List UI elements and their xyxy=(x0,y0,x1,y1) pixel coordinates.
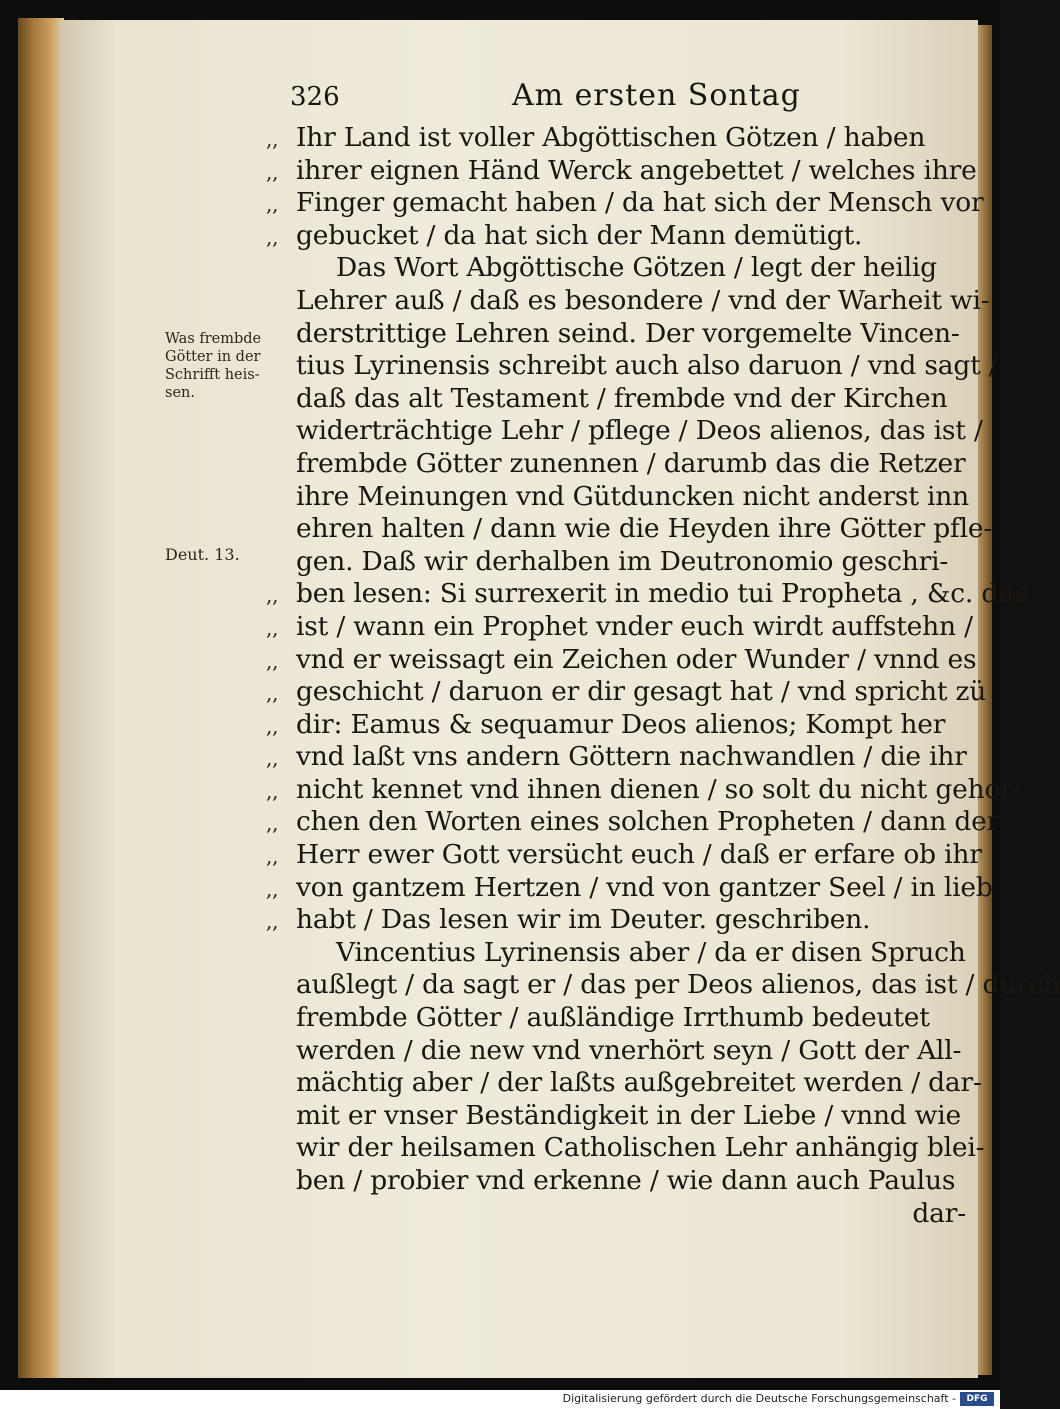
text-line-content: von gantzem Hertzen / vnd von gantzer Seel / in lieb xyxy=(296,871,993,903)
text-line xyxy=(266,448,976,481)
quotation-mark: ,, xyxy=(266,159,279,184)
marginal-reference: Deut. 13. xyxy=(165,545,240,564)
text-line-content: mit er vnser Beständigkeit in der Liebe / vnnd wie xyxy=(296,1099,962,1131)
book-spine-edge xyxy=(18,18,64,1378)
page-header xyxy=(290,78,970,118)
text-line xyxy=(266,676,987,709)
text-line xyxy=(266,1198,976,1231)
text-line-content: ist / wann ein Prophet vnder euch wirdt auffstehn / xyxy=(296,610,973,642)
text-line-content: Das Wort Abgöttische Götzen / legt der heilig xyxy=(336,252,937,284)
quotation-mark: ,, xyxy=(266,876,279,901)
text-line xyxy=(266,644,976,677)
text-line xyxy=(266,122,976,155)
quotation-mark: ,, xyxy=(266,778,279,803)
text-line xyxy=(266,709,976,742)
running-title: Am ersten Sontag xyxy=(512,78,801,113)
quotation-mark: ,, xyxy=(266,713,279,738)
quotation-mark: ,, xyxy=(266,583,279,608)
text-line-content: gen. Daß wir derhalben im Deutronomio geschri- xyxy=(296,545,949,577)
text-line-content: frembde Götter / außländige Irrthumb bedeutet xyxy=(296,1002,930,1034)
marginal-note: Was frembde Götter in der Schrifft heis-sen. xyxy=(165,331,262,401)
text-line xyxy=(266,155,976,188)
text-line-content: tius Lyrinensis schreibt auch also daruon / vnd sagt / xyxy=(296,350,998,382)
quotation-mark: ,, xyxy=(266,615,279,640)
text-line-content: daß das alt Testament / frembde vnd der Kirchen xyxy=(296,382,948,414)
text-line-content: nicht kennet vnd ihnen dienen / so solt du nicht gehor- xyxy=(296,773,1022,805)
digitization-credit: Digitalisierung gefördert durch die Deutsche Forschungsgemeinschaft - xyxy=(562,1392,956,1405)
text-line-content: geschicht / daruon er dir gesagt hat / vnd spricht zü xyxy=(296,676,987,708)
text-line xyxy=(266,839,982,872)
text-line xyxy=(266,220,976,253)
text-line-content: ihre Meinungen vnd Gütduncken nicht anderst inn xyxy=(296,480,970,512)
text-line xyxy=(266,415,983,448)
text-line xyxy=(266,937,976,970)
text-line xyxy=(266,1165,976,1198)
text-line-content: dar- xyxy=(912,1197,966,1229)
dfg-logo: DFG xyxy=(960,1392,994,1406)
quotation-mark: ,, xyxy=(266,648,279,673)
text-line xyxy=(266,513,993,546)
text-line xyxy=(266,1132,985,1165)
text-line xyxy=(266,611,976,644)
text-line xyxy=(266,546,976,579)
quotation-mark: ,, xyxy=(266,844,279,869)
text-line-content: gebucket / da hat sich der Mann demütigt. xyxy=(296,219,863,251)
text-line xyxy=(266,969,1060,1002)
text-line-content: chen den Worten eines solchen Propheten / dann der xyxy=(296,806,1000,838)
text-line-content: mächtig aber / der laßts außgebreitet werden / dar- xyxy=(296,1067,982,1099)
text-line xyxy=(266,904,976,937)
text-line-content: Herr ewer Gott versücht euch / daß er erfare ob ihr xyxy=(296,839,982,871)
text-line xyxy=(266,1067,982,1100)
text-line-content: ehren halten / dann wie die Heyden ihre Götter pfle- xyxy=(296,513,993,545)
text-line xyxy=(266,481,976,514)
quotation-mark: ,, xyxy=(266,127,279,151)
quotation-mark: ,, xyxy=(266,192,279,217)
quotation-mark: ,, xyxy=(266,746,279,771)
text-line xyxy=(266,578,1028,611)
text-line-content: habt / Das lesen wir im Deuter. geschriben. xyxy=(296,904,871,936)
text-line-content: ben lesen: Si surrexerit in medio tui Propheta , &c. das xyxy=(296,578,1028,610)
quotation-mark: ,, xyxy=(266,909,279,934)
text-line-content: frembde Götter zunennen / darumb das die Retzer xyxy=(296,447,966,479)
text-line xyxy=(266,187,984,220)
quotation-mark: ,, xyxy=(266,681,279,706)
text-line xyxy=(266,1100,976,1133)
body-text xyxy=(266,122,1060,1230)
text-line-content: wir der heilsamen Catholischen Lehr anhängig blei- xyxy=(296,1132,985,1164)
text-line-content: ben / probier vnd erkenne / wie dann auch Paulus xyxy=(296,1165,956,1196)
text-line-content: Ihr Land ist voller Abgöttischen Götzen / haben xyxy=(296,122,926,153)
text-line xyxy=(266,806,1000,839)
text-line-content: außlegt / da sagt er / das per Deos alienos, das ist / durch xyxy=(296,969,1060,1001)
text-line xyxy=(266,1035,976,1068)
text-line xyxy=(266,318,976,351)
text-line xyxy=(266,871,993,905)
text-line xyxy=(266,1002,976,1035)
text-line-content: Lehrer auß / daß es besondere / vnd der Warheit wi- xyxy=(296,284,990,316)
text-line xyxy=(266,773,1022,807)
text-line xyxy=(266,350,998,383)
text-line-content: Vincentius Lyrinensis aber / da er disen Spruch xyxy=(336,936,966,968)
text-line xyxy=(266,741,976,774)
quotation-mark: ,, xyxy=(266,811,279,836)
text-line-content: Finger gemacht haben / da hat sich der Mensch vor xyxy=(296,187,984,219)
text-line-content: dir: Eamus & sequamur Deos alienos; Kompt her xyxy=(296,708,946,740)
text-line-content: vnd laßt vns andern Göttern nachwandlen / die ihr xyxy=(296,741,967,773)
text-line-content: ihrer eignen Händ Werck angebettet / welches ihre xyxy=(296,154,977,186)
text-line xyxy=(266,383,976,416)
page-number: 326 xyxy=(290,82,340,112)
text-line-content: derstrittige Lehren seind. Der vorgemelte Vincen- xyxy=(296,317,960,349)
text-line xyxy=(266,252,976,285)
text-line-content: vnd er weissagt ein Zeichen oder Wunder / vnnd es xyxy=(296,643,977,675)
quotation-mark: ,, xyxy=(266,224,279,249)
text-line-content: widerträchtige Lehr / pflege / Deos alienos, das ist / xyxy=(296,415,983,447)
text-line-content: werden / die new vnd vnerhört seyn / Gott der All- xyxy=(296,1034,962,1066)
text-line xyxy=(266,284,990,318)
